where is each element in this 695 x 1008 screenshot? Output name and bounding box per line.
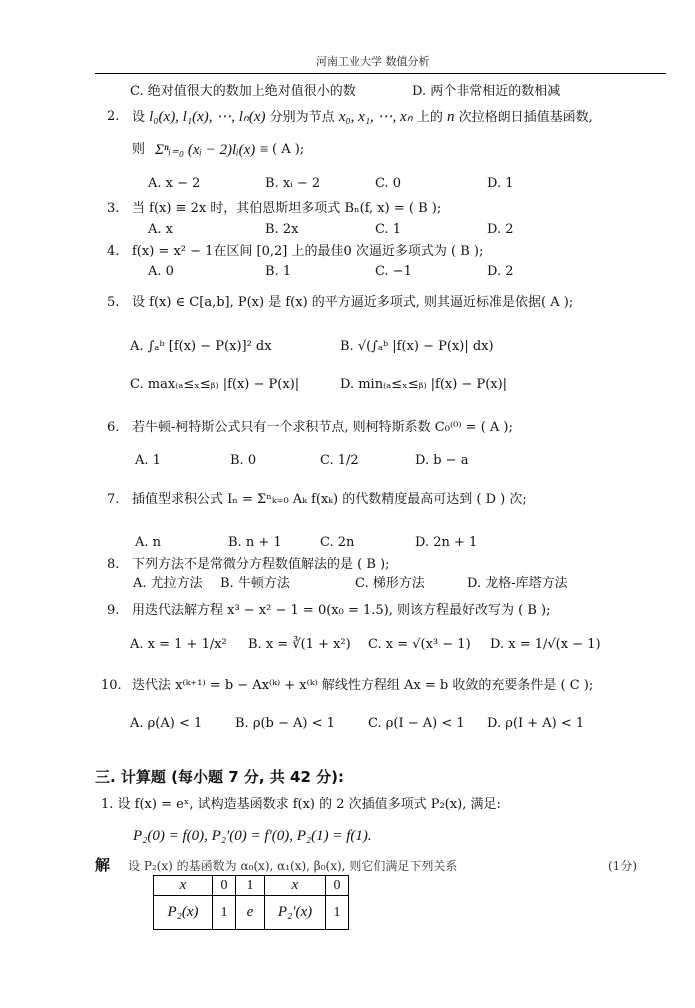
q8-number: 8. [107,557,120,572]
table-cell: P₂(x) [154,896,213,930]
page-header-title: 河南工业大学 数值分析 [316,55,430,68]
q9-option-a: A. x = 1 + 1/x² [130,637,227,652]
q2-math-1: l₀(x), l₁(x), ⋯, lₙ(x) [149,109,266,125]
q4-number: 4. [107,244,120,259]
q10-option-d: D. ρ(I + A) < 1 [487,716,585,731]
q2-text-3: 上的 [416,110,443,125]
q8-option-c: C. 梯形方法 [355,576,425,591]
calc1-condition: P₂(0) = f(0), P₂'(0) = f'(0), P₂(1) = f(1). [133,828,372,844]
q7-text: 插值型求积公式 Iₙ = Σⁿₖ₌₀ Aₖ f(xₖ) 的代数精度最高可达到 ( D ) 次; [132,492,527,507]
q3-number: 3. [107,201,120,216]
q10-option-a: A. ρ(A) < 1 [130,716,203,731]
table-cell: P₂'(x) [265,896,326,930]
table-row [154,896,349,930]
q3-option-c: C. 1 [375,222,402,237]
q1-option-d: D. 两个非常相近的数相减 [412,84,561,99]
q5-text: 设 f(x) ∈ C[a,b], P(x) 是 f(x) 的平方逼近多项式, 则其逼近标准是依据( A ); [132,295,574,310]
q4-option-a: A. 0 [148,264,174,279]
q5-number: 5. [107,295,120,310]
section-heading: 三. 计算题 (每小题 7 分, 共 42 分): [95,768,344,786]
q2-text-2: 分别为节点 [269,110,335,125]
q10-number: 10. [101,678,122,693]
header-rule [95,73,666,74]
q4-option-c: C. −1 [375,264,412,279]
q2-option-c: C. 0 [375,176,402,191]
q10-text: 迭代法 x⁽ᵏ⁺¹⁾ = b − Ax⁽ᵏ⁾ + x⁽ᵏ⁾ 解线性方程组 Ax = b 收敛的充要条件是 ( C ); [132,678,594,693]
q8-option-d: D. 龙格-库塔方法 [467,576,568,591]
table-cell: e [236,896,265,930]
q6-option-a: A. 1 [135,453,161,468]
q3-option-d: D. 2 [487,222,514,237]
solution-points: (1分) [608,859,637,873]
q9-text: 用迭代法解方程 x³ − x² − 1 = 0(x₀ = 1.5), 则该方程最好改写为 ( B ); [132,603,551,618]
q5-option-a: A. ∫ₐᵇ [f(x) − P(x)]² dx [130,339,272,354]
q2-math-3: n [447,109,455,125]
q3-text: 当 f(x) ≡ 2x 时，其伯恩斯坦多项式 Bₙ(f, x) = ( B ); [132,201,442,216]
q6-option-b: B. 0 [230,453,257,468]
q7-option-a: A. n [135,535,162,550]
q2-math-2: x₀, x₁, ⋯, xₙ [338,109,413,125]
q7-option-d: D. 2n + 1 [415,535,478,550]
q2-option-d: D. 1 [487,176,514,191]
q9-option-b: B. x = ∛(1 + x²) [248,637,351,652]
q6-option-d: D. b − a [415,453,469,468]
q2-text-1: 设 [132,110,146,125]
q9-number: 9. [107,603,120,618]
q2-sum: Σⁿᵢ₌₀ (xᵢ − 2)lᵢ(x) ≡ [155,142,270,158]
q2-answer: ( A ); [272,142,305,157]
q4-option-b: B. 1 [265,264,292,279]
q8-option-b: B. 牛顿方法 [220,576,290,591]
solution-text: 设 P₂(x) 的基函数为 α₀(x), α₁(x), β₀(x), 则它们满足下列关系 [128,859,458,873]
solution-label: 解 [95,856,111,874]
table-cell: 0 [213,876,236,896]
q7-option-b: B. n + 1 [228,535,282,550]
q8-text: 下列方法不是常微分方程数值解法的是 ( B ); [132,557,390,572]
table-cell: 1 [236,876,265,896]
q7-number: 7. [107,492,120,507]
q10-option-c: C. ρ(I − A) < 1 [368,716,465,731]
q7-option-c: C. 2n [320,535,355,550]
q5-option-c: C. max₍ₐ≤ₓ≤ᵦ₎ |f(x) − P(x)| [130,377,300,392]
q5-option-b: B. √(∫ₐᵇ |f(x) − P(x)| dx) [340,339,494,354]
q10-option-b: B. ρ(b − A) < 1 [235,716,335,731]
q1-option-c: C. 绝对值很大的数加上绝对值很小的数 [130,84,356,99]
q9-option-c: C. x = √(x³ − 1) [368,637,471,652]
q2-number: 2. [107,109,120,124]
calc1-text: 1. 设 f(x) = eˣ, 试构造基函数求 f(x) 的 2 次插值多项式 P₂(x), 满足: [101,797,501,812]
q4-option-d: D. 2 [487,264,514,279]
q6-option-c: C. 1/2 [320,453,359,468]
q2-text-4: 次拉格朗日插值基函数, [458,110,593,125]
q2-option-b: B. xᵢ − 2 [265,176,321,191]
table-cell: 1 [213,896,236,930]
table-cell: x [154,876,213,896]
q2-option-a: A. x − 2 [148,176,201,191]
conditions-table [153,875,349,930]
q2-then: 则 [132,142,146,157]
q6-text: 若牛顿-柯特斯公式只有一个求积节点, 则柯特斯系数 C₀⁽⁰⁾ = ( A ); [132,420,513,435]
q3-option-a: A. x [148,222,173,237]
table-cell: 1 [326,896,349,930]
q5-option-d: D. min₍ₐ≤ₓ≤ᵦ₎ |f(x) − P(x)| [340,377,508,392]
q3-option-b: B. 2x [265,222,299,237]
q4-text: f(x) = x² − 1在区间 [0,2] 上的最佳0 次逼近多项式为 ( B ); [132,244,484,259]
q9-option-d: D. x = 1/√(x − 1) [490,637,601,652]
table-cell: 0 [326,876,349,896]
table-cell: x [265,876,326,896]
q6-number: 6. [107,420,120,435]
q2-text [132,109,593,126]
table-row [154,876,349,896]
q8-option-a: A. 尤拉方法 [133,576,203,591]
